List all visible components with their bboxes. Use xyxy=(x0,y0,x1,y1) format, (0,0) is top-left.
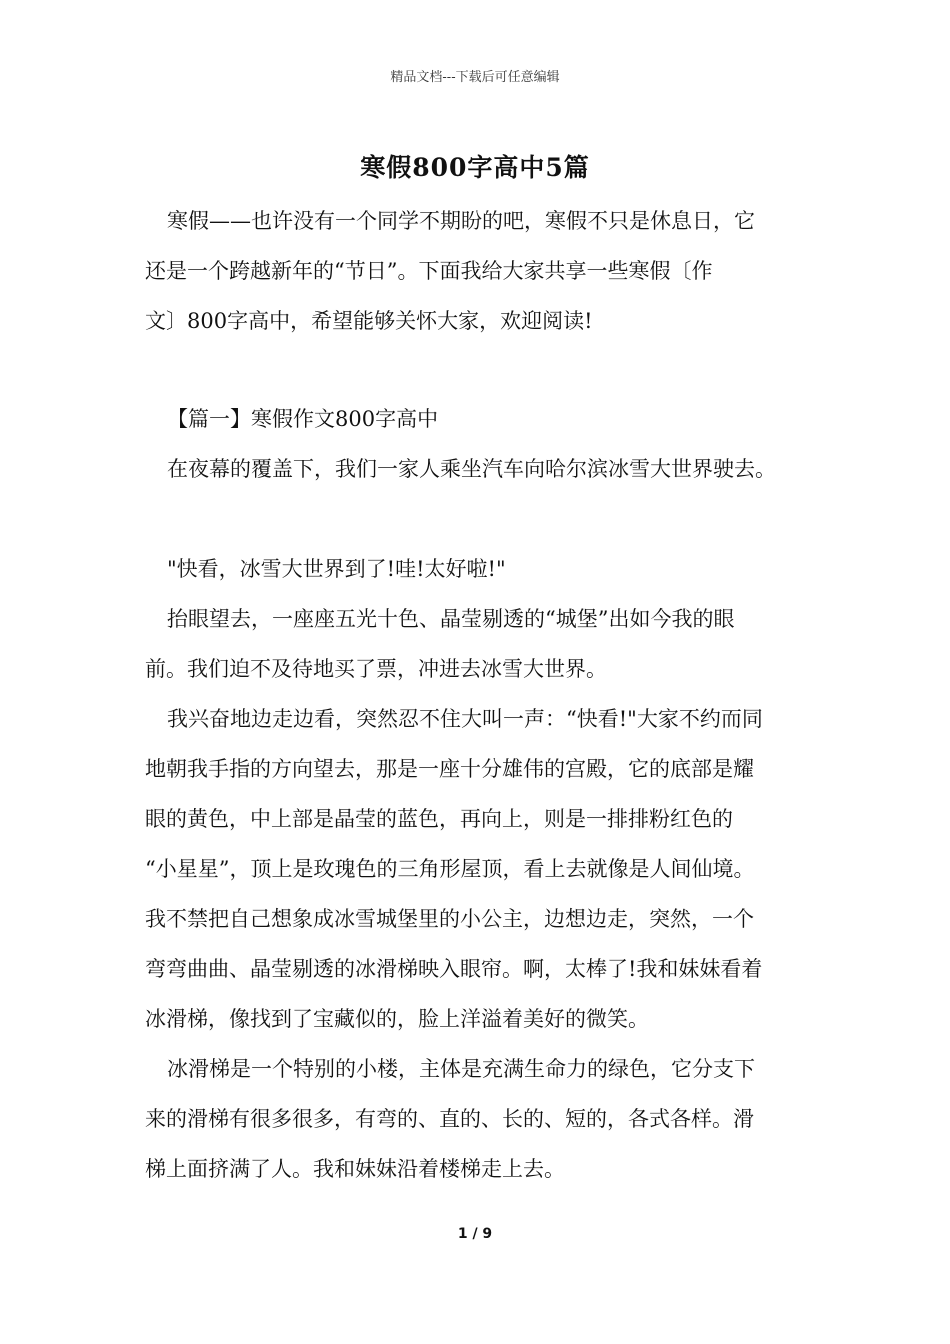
text-line: 在夜幕的覆盖下，我们一家人乘坐汽车向哈尔滨冰雪大世界驶去。 xyxy=(167,457,776,481)
text-line: 前。我们迫不及待地买了票，冲进去冰雪大世界。 xyxy=(145,657,607,681)
text-line: 冰滑梯是一个特别的小楼，主体是充满生命力的绿色，它分支下 xyxy=(167,1057,755,1081)
text-line: 地朝我手指的方向望去，那是一座十分雄伟的宫殿，它的底部是耀 xyxy=(145,757,754,781)
paragraph-4 xyxy=(145,694,825,1044)
text-line: 弯弯曲曲、晶莹剔透的冰滑梯映入眼帘。啊，太棒了!我和妹妹看着 xyxy=(145,957,763,981)
text-line: “小星星”，顶上是玫瑰色的三角形屋顶，看上去就像是人间仙境。 xyxy=(145,857,755,881)
paragraph-3 xyxy=(145,594,825,694)
section-heading-text: 【篇一】寒假作文800字高中 xyxy=(167,407,439,431)
document-header: 精品文档---下载后可任意编辑 xyxy=(390,70,560,85)
paragraph-2 xyxy=(145,544,825,594)
text-line: 抬眼望去，一座座五光十色、晶莹剔透的“城堡”出如今我的眼 xyxy=(167,607,735,631)
section-heading xyxy=(145,394,825,444)
text-line: 还是一个跨越新年的“节日”。下面我给大家共享一些寒假〔作 xyxy=(145,259,713,283)
text-line: 来的滑梯有很多很多，有弯的、直的、长的、短的，各式各样。滑 xyxy=(145,1107,754,1131)
text-line: 梯上面挤满了人。我和妹妹沿着楼梯走上去。 xyxy=(145,1157,565,1181)
page-indicator: 1 / 9 xyxy=(457,1226,493,1242)
intro-paragraph xyxy=(145,196,825,346)
document-title: 寒假800字高中5篇 xyxy=(360,153,590,182)
text-line: 冰滑梯，像找到了宝藏似的，脸上洋溢着美好的微笑。 xyxy=(145,1007,649,1031)
text-line: 我不禁把自己想象成冰雪城堡里的小公主，边想边走，突然，一个 xyxy=(145,907,754,931)
text-line: 我兴奋地边走边看，突然忍不住大叫一声：“快看!"大家不约而同 xyxy=(167,707,763,731)
paragraph-5 xyxy=(145,1044,825,1194)
text-line: "快看，冰雪大世界到了!哇!太好啦!" xyxy=(167,557,506,581)
paragraph-1 xyxy=(145,444,825,494)
text-line: 眼的黄色，中上部是晶莹的蓝色，再向上，则是一排排粉红色的 xyxy=(145,807,733,831)
text-line: 寒假——也许没有一个同学不期盼的吧，寒假不只是休息日，它 xyxy=(167,209,755,233)
text-line: 文〕800字高中，希望能够关怀大家，欢迎阅读! xyxy=(145,309,593,333)
